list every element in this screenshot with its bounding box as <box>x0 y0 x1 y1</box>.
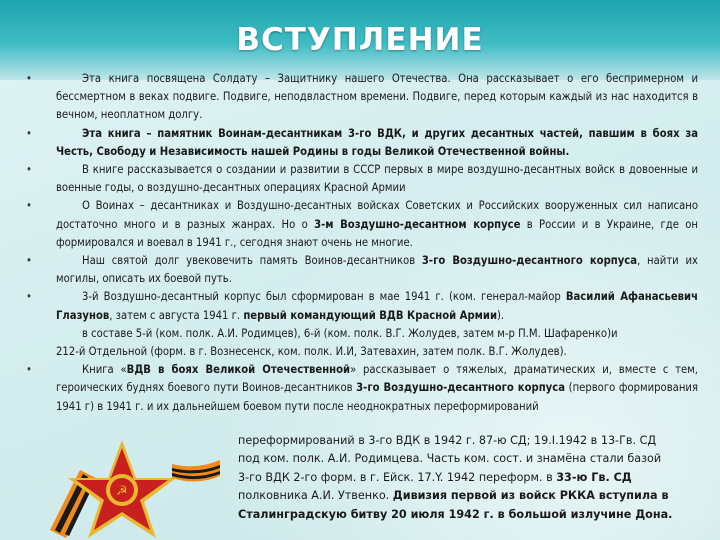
paragraph-6b-text: в составе 5-й (ком. полк. А.И. Родимцев), 6-й (ком. полк. В.Г. Жолудев, затем м-р П.М. Шафаренко)и <box>82 326 618 340</box>
paragraph-4 <box>24 197 698 252</box>
paragraph-4-text: О Воинах – десантниках и Воздушно-десантных войсках Советских и Российских вооруженных сил написано достаточно много и в разных жанрах. Но о <box>56 199 698 231</box>
paragraph-4-tail: в России и в Украине, где он формировался и воевал в 1941 г., сегодня знают очень не многие. <box>56 217 698 249</box>
lower-line-3 <box>238 469 698 487</box>
paragraph-1-text: Эта книга посвящена Солдату – Защитнику нашего Отечества. Она рассказывает о его беспримерном и бессмертном в веках подвиге. Подвиге, неподвластном времени. Подвиге, перед которым каждый из нас находится в вечном, неоплатном долгу. <box>56 72 698 122</box>
paragraph-6-tail: ). <box>497 308 505 322</box>
lower-line-5: Сталинградскую битву 20 июля 1942 г. в большой излучине Дона. <box>238 507 673 521</box>
paragraph-7-mid: » рассказывает о тяжелых, драматических и, вместе с тем, героических буднях боевого пути Воинов-десантников <box>56 363 698 395</box>
paragraph-7-book-title: ВДВ в боях Великой Отечественной <box>126 363 351 377</box>
paragraph-5-text: Наш святой долг увековечить память Воинов-десантников <box>82 254 422 268</box>
lower-line-3-bold: 33-ю Гв. СД <box>556 470 632 484</box>
paragraph-6-mid: , затем с августа 1941 г. <box>109 308 244 322</box>
paragraph-4-bold: 3-м Воздушно-десантном корпусе <box>314 217 521 231</box>
bullet: • <box>26 126 32 140</box>
bullet: • <box>26 290 32 304</box>
paragraph-6b <box>24 325 698 343</box>
bullet: • <box>26 163 32 177</box>
paragraph-1 <box>24 70 698 125</box>
paragraph-3 <box>24 161 698 197</box>
paragraph-5-bold: 3-го Воздушно-десантного корпуса <box>421 254 638 268</box>
paragraph-6-bold-role: первый командующий ВДВ Красной Армии <box>243 308 497 322</box>
paragraph-6c-text: 212-й Отдельной (форм. в г. Вознесенск, ком. полк. И.И, Затевахин, затем полк. В.Г. Жолудев). <box>56 345 567 359</box>
hammer-sickle-icon: ☭ <box>116 484 128 499</box>
lower-right-text <box>238 432 698 524</box>
paragraph-2-text: Эта книга – памятник Воинам-десантникам 3-го ВДК, и других десантных частей, павшим в боях за Честь, Свободу и Независимость нашей Родины в годы Великой Отечественной войны. <box>56 126 698 158</box>
paragraph-6c <box>24 343 698 361</box>
paragraph-7-tail: (первого формирования 1941 г) в 1941 г. и их дальнейшем боевом пути после неоднократных переформирований <box>56 381 698 413</box>
bullet: • <box>26 199 32 213</box>
lower-line-4 <box>238 487 698 505</box>
paragraph-2 <box>24 125 698 161</box>
paragraph-7-bold: 3-го Воздушно-десантного корпуса <box>356 381 566 395</box>
lower-text-block <box>24 432 698 540</box>
slide-title: ВСТУПЛЕНИЕ <box>236 22 484 58</box>
paragraph-5-tail: , найти их могилы, описать их боевой путь. <box>56 254 698 286</box>
paragraph-5 <box>24 252 698 288</box>
paragraph-7-text: Книга « <box>82 363 127 377</box>
lower-line-2: под ком. полк. А.И. Родимцева. Часть ком. сост. и знамёна стали базой <box>238 452 662 466</box>
intro-text <box>24 70 698 415</box>
lower-line-4-text: полковника А.И. Утвенко. <box>238 489 393 503</box>
lower-line-3-text: 3-го ВДК 2-го форм. в г. Ейск. 17.Y. 1942 переформ. в <box>238 470 557 484</box>
paragraph-6-text: 3-й Воздушно-десантный корпус был сформирован в мае 1941 г. (ком. генерал-майор <box>82 290 566 304</box>
bullet: • <box>26 72 32 85</box>
lower-line-1: переформирований в 3-го ВДК в 1942 г. 87-ю СД; 19.I.1942 в 13-Гв. СД <box>238 434 657 447</box>
paragraph-7 <box>24 361 698 415</box>
bullet: • <box>26 363 32 377</box>
lower-line-4-bold: Дивизия первой из войск РККА вступила в <box>392 489 669 503</box>
paragraph-6-bold-name: Василий Афанасьевич Глазунов <box>56 290 698 322</box>
paragraph-6 <box>24 288 698 324</box>
bullet: • <box>26 254 32 268</box>
paragraph-3-text: В книге рассказывается о создании и развитии в СССР первых в мире воздушно-десантных войск в довоенные и военные годы, о воздушно-десантных операциях Красной Армии <box>56 163 698 195</box>
